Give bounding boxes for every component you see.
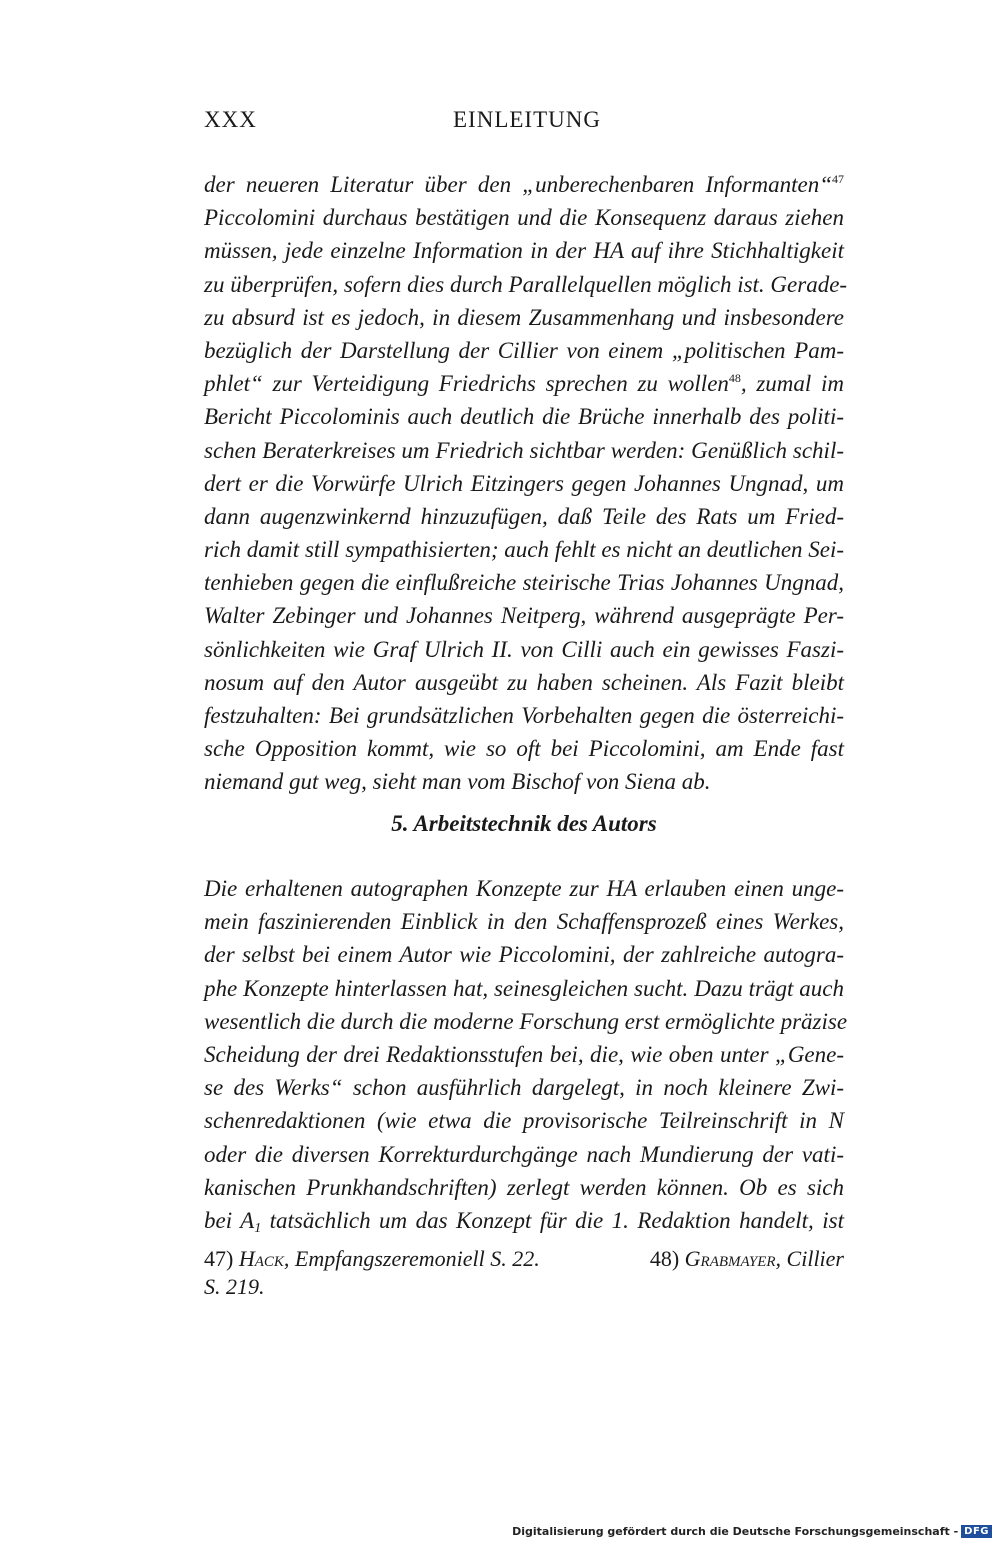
footnote-row (204, 1245, 844, 1273)
dfg-logo: DFG (961, 1525, 992, 1538)
text-line: phe Konzepte hinterlassen hat, seinesgleichen sucht. Dazu trägt auch (204, 975, 844, 1001)
footnote-work: , Cillier (775, 1246, 844, 1271)
running-head: EINLEITUNG (453, 107, 601, 132)
text-line: Walter Zebinger und Johannes Neitperg, während ausgeprägte Per- (204, 603, 844, 629)
text-line: festzuhalten: Bei grundsätzlichen Vorbehalten gegen die österreichi- (204, 703, 844, 728)
footnote-author: Grabmayer (684, 1246, 776, 1271)
text-line: wesentlich die durch die moderne Forschung erst ermöglichte präzise (204, 1008, 848, 1034)
digitization-notice (512, 1525, 992, 1538)
footnote-number: 48) (649, 1246, 680, 1271)
page-number: XXX (204, 107, 257, 132)
text-line: dann augenzwinkernd hinzuzufügen, daß Teile des Rats um Fried- (204, 503, 844, 529)
footnote-work: , Empfangszeremoniell S. 22. (283, 1246, 540, 1271)
text-line: dert er die Vorwürfe Ulrich Eitzingers gegen Johannes Ungnad, um (204, 470, 844, 496)
text-line: bezüglich der Darstellung der Cillier von einem „politischen Pam- (204, 337, 844, 363)
footnote-author: Hack (238, 1246, 284, 1271)
text-line: sche Opposition kommt, wie so oft bei Piccolomini, am Ende fast (204, 736, 844, 762)
text-line: der selbst bei einem Autor wie Piccolomini, der zahlreiche autogra- (204, 942, 844, 968)
text-line: Piccolomini durchaus bestätigen und die Konsequenz daraus ziehen (204, 205, 844, 231)
text-line: phlet“ zur Verteidigung Friedrichs sprechen zu wollen$^{48}$, zumal im (204, 371, 845, 397)
text-line: Scheidung der drei Redaktionsstufen bei, die, wie oben unter „Gene- (204, 1041, 844, 1067)
footnote-48-continuation: S. 219. (204, 1274, 265, 1299)
digitization-text: Digitalisierung gefördert durch die Deutsche Forschungsgemeinschaft - (512, 1525, 959, 1538)
text-line: Bericht Piccolominis auch deutlich die Brüche innerhalb des politi- (204, 404, 844, 430)
text-line: sönlichkeiten wie Graf Ulrich II. von Cilli auch ein gewisses Faszi- (204, 636, 844, 662)
paragraph-1 (204, 168, 848, 799)
footnote-marker-48[interactable]: 48 (728, 371, 741, 386)
text-line: kanischen Prunkhandschriften) zerlegt werden können. Ob es sich (204, 1174, 844, 1200)
section-heading: 5. Arbeitstechnik des Autors (391, 811, 657, 836)
footnote-number: 47) (204, 1246, 234, 1271)
text-line: der neueren Literatur über den „unberechenbaren Informanten“$^{47}$ (204, 172, 844, 197)
text-line: zu absurd ist es jedoch, in diesem Zusammenhang und insbesondere (204, 304, 844, 330)
text-line: niemand gut weg, sieht man vom Bischof von Siena ab. (204, 769, 711, 795)
text-line: bei $A_1$ tatsächlich um das Konzept für die 1. Redaktion handelt, ist (204, 1207, 844, 1236)
text-line: zu überprüfen, sofern dies durch Parallelquellen möglich ist. Gerade- (204, 271, 848, 297)
text-line: schenredaktionen (wie etwa die provisorische Teilreinschrift in N (204, 1108, 844, 1134)
text-line: mein faszinierenden Einblick in den Schaffensprozeß eines Werkes, (204, 909, 844, 935)
text-line: tenhieben gegen die einflußreiche steirische Trias Johannes Ungnad, (204, 570, 844, 596)
text-line: rich damit still sympathisierten; auch fehlt es nicht an deutlichen Sei- (204, 537, 845, 563)
text-line: se des Werks“ schon ausführlich dargelegt, in noch kleinere Zwi- (204, 1075, 844, 1101)
text-line: müssen, jede einzelne Information in der HA auf ihre Stichhaltigkeit (204, 238, 844, 264)
subscript: 1 (254, 1220, 262, 1236)
footnote-48 (650, 1245, 844, 1273)
footnote-marker-47[interactable]: 47 (832, 172, 844, 186)
text-line: Die erhaltenen autographen Konzepte zur HA erlauben einen unge- (204, 876, 844, 901)
paragraph-2 (204, 872, 848, 1237)
text-line: nosum auf den Autor ausgeübt zu haben scheinen. Als Fazit bleibt (204, 669, 844, 695)
text-line: schen Beraterkreises um Friedrich sichtbar werden: Genüßlich schil- (204, 437, 844, 463)
footnotes (204, 1245, 844, 1301)
text-line: oder die diversen Korrekturdurchgänge nach Mundierung der vati- (204, 1141, 844, 1167)
footnote-47 (204, 1245, 540, 1273)
